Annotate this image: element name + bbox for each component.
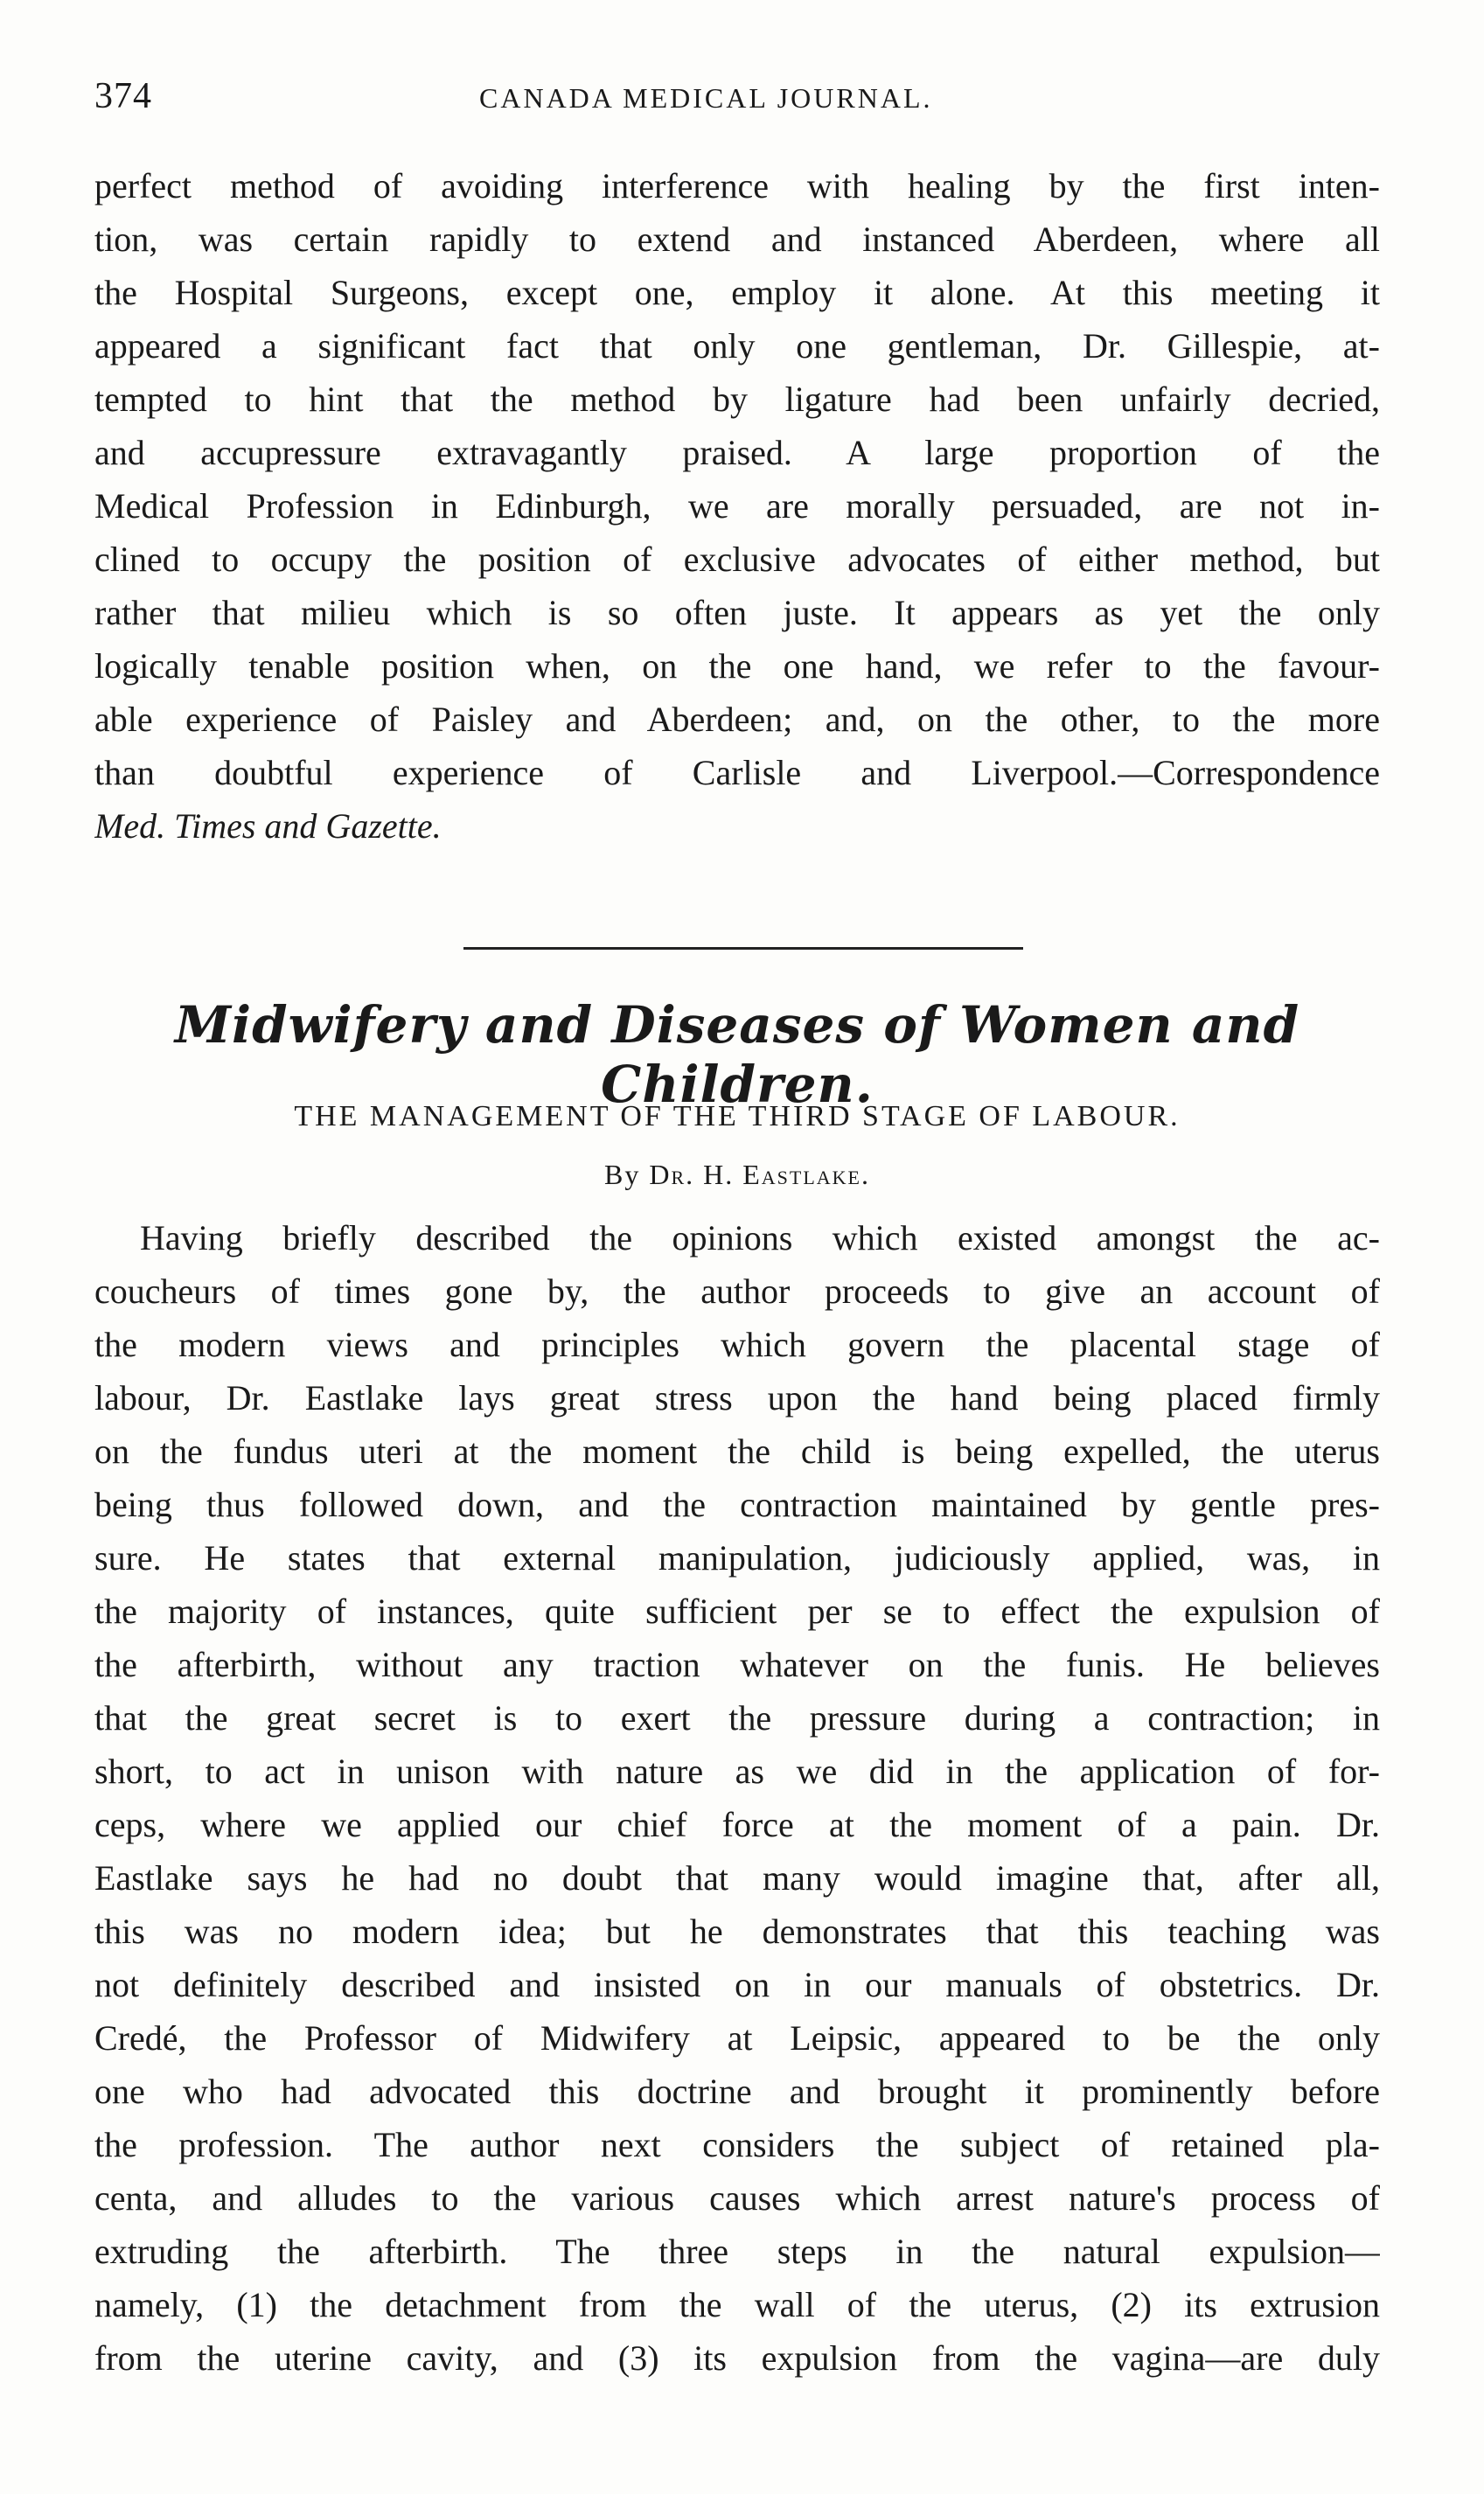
page-number: 374: [94, 76, 152, 116]
text-line: on the fundus uteri at the moment the child is being expelled, the uterus: [94, 1432, 1380, 1471]
section-heading: Midwifery and Diseases of Women and Children.: [174, 995, 1300, 1114]
running-head: CANADA MEDICAL JOURNAL.: [479, 82, 933, 114]
text-line: than doubtful experience of Carlisle and Liverpool.—Correspondence: [94, 753, 1380, 792]
text-line: one who had advocated this doctrine and brought it prominently before: [94, 2072, 1380, 2111]
text-line: namely, (1) the detachment from the wall of the uterus, (2) its extrusion: [94, 2285, 1380, 2324]
byline-author: Dr. H. Eastlake.: [649, 1159, 870, 1190]
text-line: the Hospital Surgeons, except one, employ it alone. At this meeting it: [94, 273, 1380, 312]
text-line: short, to act in unison with nature as we did in the application of for-: [94, 1752, 1380, 1791]
text-line: the modern views and principles which govern the placental stage of: [94, 1325, 1380, 1364]
text-line: the afterbirth, without any traction whatever on the funis. He believes: [94, 1645, 1380, 1684]
text-line: the majority of instances, quite sufficient per se to effect the expulsion of: [94, 1592, 1380, 1631]
byline-prefix: By: [604, 1159, 650, 1190]
byline: [94, 1159, 1380, 1191]
text-line: logically tenable position when, on the one hand, we refer to the favour-: [94, 646, 1380, 686]
text-line: tion, was certain rapidly to extend and instanced Aberdeen, where all: [94, 219, 1380, 259]
text-line: Medical Profession in Edinburgh, we are morally persuaded, are not in-: [94, 486, 1380, 526]
section-divider: [463, 947, 1023, 950]
text-line: perfect method of avoiding interference with healing by the first inten-: [94, 166, 1380, 206]
text-line: tempted to hint that the method by ligature had been unfairly decried,: [94, 380, 1380, 419]
text-line: coucheurs of times gone by, the author proceeds to give an account of: [94, 1271, 1380, 1311]
previous-article-text: [94, 159, 1380, 853]
text-line: sure. He states that external manipulation, judiciously applied, was, in: [94, 1538, 1380, 1578]
text-line: centa, and alludes to the various causes which arrest nature's process of: [94, 2178, 1380, 2218]
text-line: extruding the afterbirth. The three steps in the natural expulsion—: [94, 2232, 1380, 2271]
text-line: clined to occupy the position of exclusive advocates of either method, but: [94, 540, 1380, 579]
text-line: ceps, where we applied our chief force at the moment of a pain. Dr.: [94, 1805, 1380, 1844]
text-line: this was no modern idea; but he demonstrates that this teaching was: [94, 1912, 1380, 1951]
text-line: able experience of Paisley and Aberdeen; and, on the other, to the more: [94, 700, 1380, 739]
article-body: [94, 1211, 1380, 2385]
text-line: being thus followed down, and the contraction maintained by gentle pres-: [94, 1485, 1380, 1524]
text-line: the profession. The author next considers the subject of retained pla-: [94, 2125, 1380, 2164]
text-line: appeared a significant fact that only one gentleman, Dr. Gillespie, at-: [94, 326, 1380, 366]
text-line: Eastlake says he had no doubt that many would imagine that, after all,: [94, 1858, 1380, 1898]
text-line: that the great secret is to exert the pressure during a contraction; in: [94, 1698, 1380, 1738]
text-line: labour, Dr. Eastlake lays great stress upon the hand being placed firmly: [94, 1378, 1380, 1418]
text-line: and accupressure extravagantly praised. A large proportion of the: [94, 433, 1380, 472]
article-title: THE MANAGEMENT OF THE THIRD STAGE OF LABOUR.: [294, 1100, 1181, 1132]
text-line: not definitely described and insisted on in our manuals of obstetrics. Dr.: [94, 1965, 1380, 2004]
text-line: from the uterine cavity, and (3) its expulsion from the vagina—are duly: [94, 2338, 1380, 2378]
text-line: rather that milieu which is so often juste. It appears as yet the only: [94, 593, 1380, 632]
text-line: Credé, the Professor of Midwifery at Leipsic, appeared to be the only: [94, 2018, 1380, 2058]
text-line: Med. Times and Gazette.: [94, 806, 442, 846]
text-line: Having briefly described the opinions which existed amongst the ac-: [140, 1218, 1380, 1257]
page-header: [94, 75, 1380, 128]
